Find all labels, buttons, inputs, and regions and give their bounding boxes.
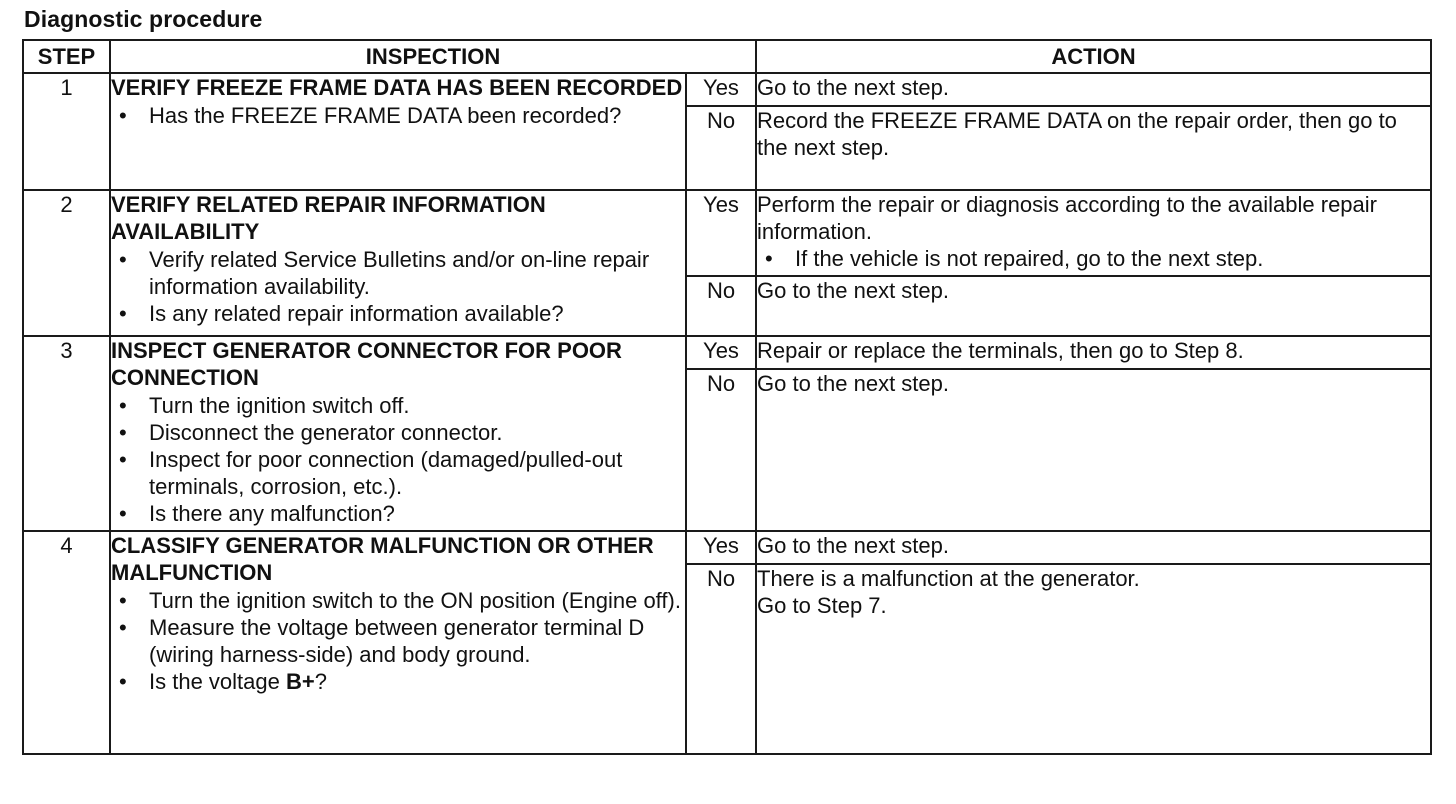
no-action (756, 564, 1431, 754)
step-inspection (110, 531, 686, 754)
yes-action (756, 73, 1431, 106)
inspection-header: INSPECTION (110, 40, 756, 73)
bullet-prefix: Is the voltage (149, 669, 286, 694)
inspection-item (149, 668, 685, 695)
inspection-list (111, 587, 685, 695)
action-text: Record the FREEZE FRAME DATA on the repair order, then go to the next step. (757, 108, 1397, 160)
inspection-list (111, 246, 685, 327)
action-text: Go to the next step. (757, 371, 950, 396)
action-text: Go to the next step. (757, 533, 950, 558)
step-heading: VERIFY FREEZE FRAME DATA HAS BEEN RECORDED (111, 75, 683, 100)
step-2-yes-row (23, 190, 1431, 276)
step-inspection (110, 190, 686, 336)
action-text: There is a malfunction at the generator. (757, 566, 1140, 591)
step-heading: CLASSIFY GENERATOR MALFUNCTION OR OTHER MALFUNCTION (111, 533, 654, 585)
yes-label: Yes (686, 73, 756, 106)
inspection-item: • Inspect for poor connection (damaged/pulled-out terminals, corrosion, etc.). (149, 446, 685, 500)
yes-label: Yes (686, 336, 756, 369)
action-text: Go to the next step. (757, 278, 950, 303)
step-header: STEP (23, 40, 110, 73)
inspection-item: • Measure the voltage between generator terminal D (wiring harness-side) and body ground. (149, 614, 685, 668)
step-number: 1 (23, 73, 110, 190)
inspection-item: • Verify related Service Bulletins and/or on-line repair information availability. (149, 246, 685, 300)
yes-action (756, 336, 1431, 369)
action-text: Go to Step 7. (757, 593, 887, 618)
no-label: No (686, 369, 756, 531)
step-number: 2 (23, 190, 110, 336)
yes-action (756, 531, 1431, 564)
yes-label: Yes (686, 531, 756, 564)
action-item: • If the vehicle is not repaired, go to the next step. (795, 245, 1430, 272)
no-label: No (686, 106, 756, 190)
inspection-list (111, 102, 685, 129)
diagnostic-table (22, 39, 1432, 755)
step-1-yes-row (23, 73, 1431, 106)
inspection-list (111, 392, 685, 527)
yes-label: Yes (686, 190, 756, 276)
action-text: Repair or replace the terminals, then go to Step 8. (757, 338, 1244, 363)
no-label: No (686, 276, 756, 336)
step-4-yes-row (23, 531, 1431, 564)
step-heading: INSPECT GENERATOR CONNECTOR FOR POOR CONNECTION (111, 338, 622, 390)
no-label: No (686, 564, 756, 754)
step-heading: VERIFY RELATED REPAIR INFORMATION AVAILABILITY (111, 192, 546, 244)
action-list (757, 245, 1430, 272)
step-number: 3 (23, 336, 110, 531)
step-number: 4 (23, 531, 110, 754)
step-inspection (110, 336, 686, 531)
action-text: Perform the repair or diagnosis according to the available repair information. (757, 192, 1377, 244)
inspection-item: • Disconnect the generator connector. (149, 419, 685, 446)
action-header: ACTION (756, 40, 1431, 73)
action-text: Go to the next step. (757, 75, 950, 100)
header-row (23, 40, 1431, 73)
bullet-suffix: ? (314, 669, 327, 694)
bullet-bold: B+ (285, 669, 315, 694)
step-3-yes-row (23, 336, 1431, 369)
inspection-item: • Is any related repair information available? (149, 300, 685, 327)
inspection-item: • Turn the ignition switch to the ON position (Engine off). (149, 587, 685, 614)
inspection-item: • Has the FREEZE FRAME DATA been recorded? (149, 102, 685, 129)
inspection-item: • Turn the ignition switch off. (149, 392, 685, 419)
step-inspection (110, 73, 686, 190)
no-action (756, 276, 1431, 336)
no-action (756, 369, 1431, 531)
no-action (756, 106, 1431, 190)
inspection-item: • Is there any malfunction? (149, 500, 685, 527)
page-title: Diagnostic procedure (24, 6, 263, 32)
yes-action (756, 190, 1431, 276)
